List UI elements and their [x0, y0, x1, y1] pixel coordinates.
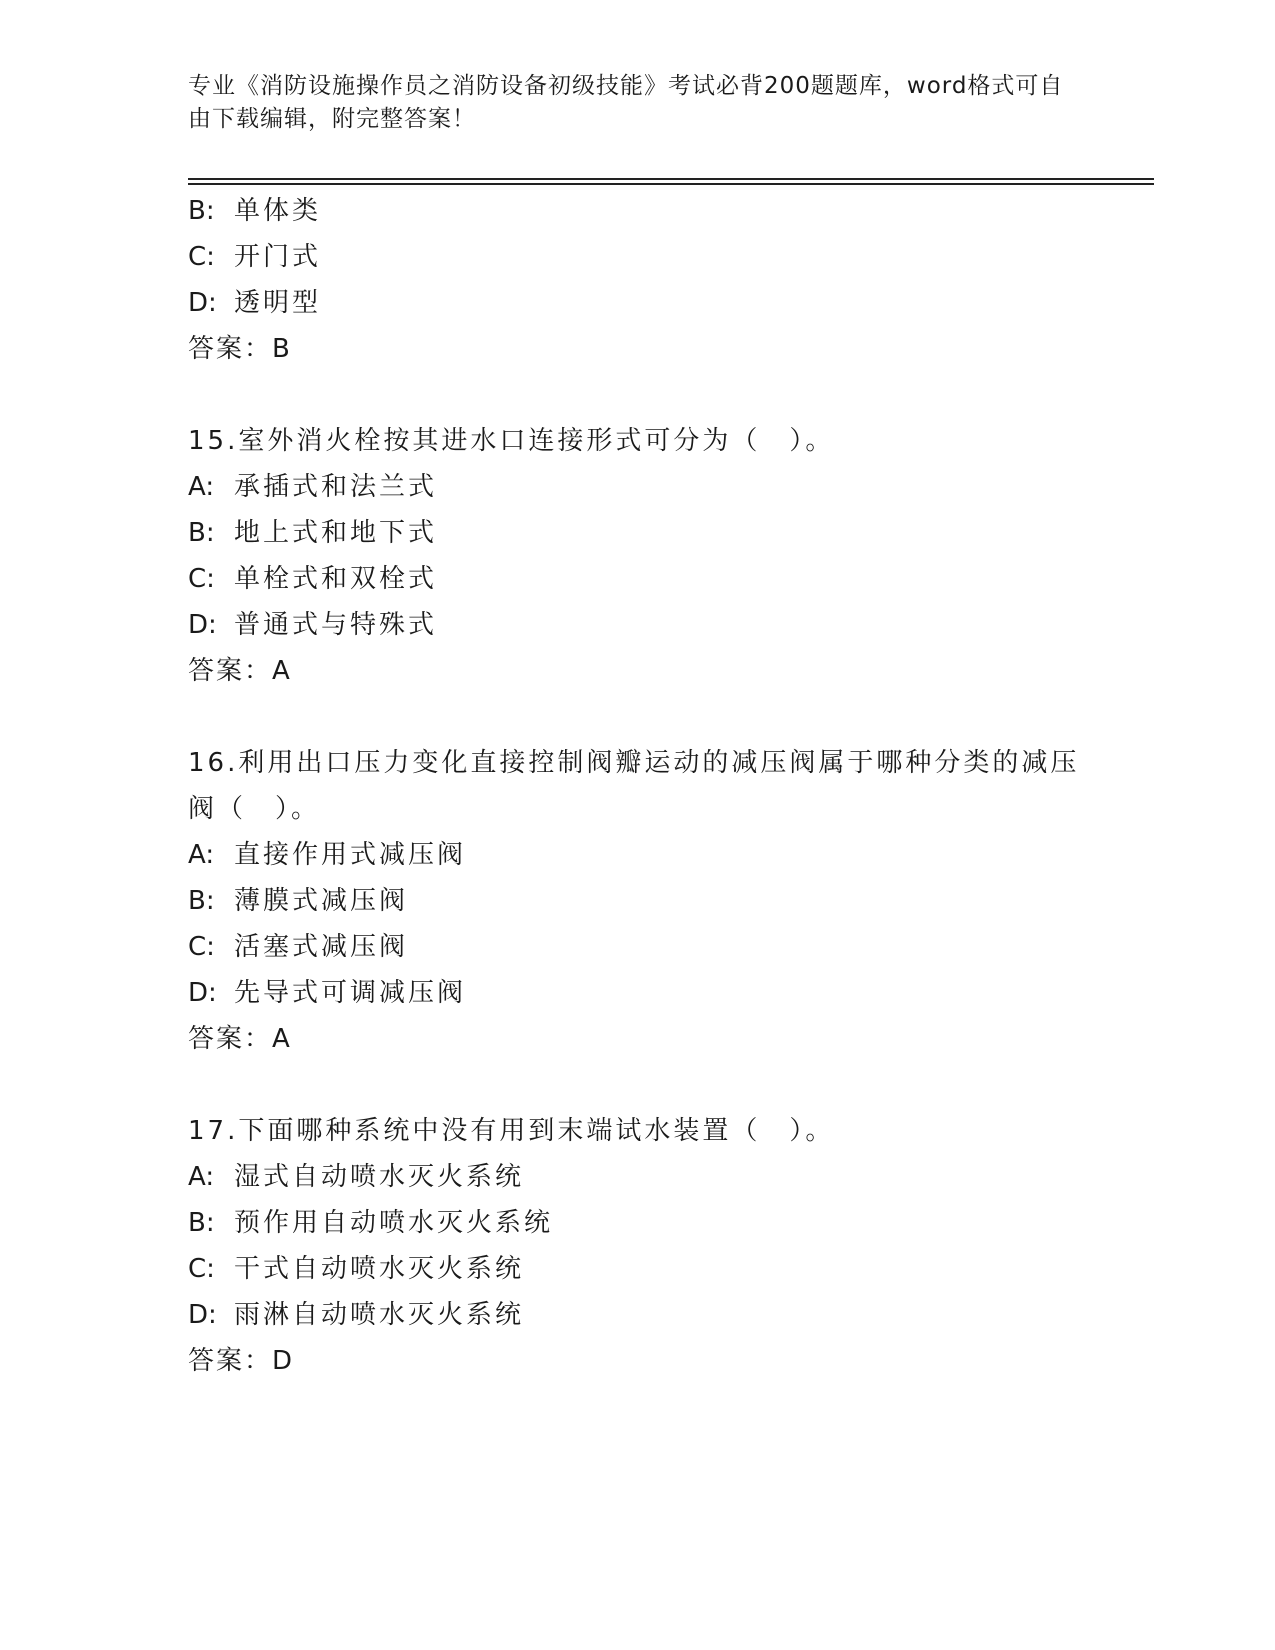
option-letter: C:	[188, 932, 215, 962]
question-15	[188, 418, 1088, 694]
option-b	[188, 878, 1088, 924]
document-header	[188, 70, 1068, 136]
option-a	[188, 464, 1088, 510]
option-b	[188, 1200, 1088, 1246]
header-rule-top	[188, 178, 1154, 180]
spacer	[188, 1062, 1088, 1108]
option-letter: A:	[188, 1162, 215, 1192]
question-stem: 17.下面哪种系统中没有用到末端试水装置（ ）。	[188, 1116, 835, 1146]
header-rule-bottom	[188, 183, 1154, 185]
option-letter: A:	[188, 472, 215, 502]
answer-line: 答案：D	[188, 1346, 295, 1376]
option-b	[188, 510, 1088, 556]
option-a	[188, 832, 1088, 878]
option-letter: C:	[188, 564, 215, 594]
option-d	[188, 280, 1088, 326]
option-text: 薄膜式减压阀	[234, 886, 409, 916]
option-text: 雨淋自动喷水灭火系统	[234, 1300, 525, 1330]
option-letter: B:	[188, 886, 215, 916]
option-text: 预作用自动喷水灭火系统	[234, 1208, 554, 1238]
option-letter: D:	[188, 1300, 217, 1330]
option-b	[188, 188, 1088, 234]
question-partial	[188, 188, 1088, 372]
option-c	[188, 924, 1088, 970]
option-c	[188, 234, 1088, 280]
option-letter: C:	[188, 242, 215, 272]
option-c	[188, 556, 1088, 602]
option-text: 透明型	[234, 288, 322, 318]
option-letter: D:	[188, 288, 217, 318]
option-text: 开门式	[234, 242, 322, 272]
option-letter: C:	[188, 1254, 215, 1284]
header-title: 专业《消防设施操作员之消防设备初级技能》考试必背200题题库，word格式可自由下载编辑，附完整答案！	[188, 73, 1064, 132]
question-stem: 16.利用出口压力变化直接控制阀瓣运动的减压阀属于哪种分类的减压阀（ ）。	[188, 748, 1080, 824]
option-text: 地上式和地下式	[234, 518, 438, 548]
option-letter: D:	[188, 610, 217, 640]
option-text: 先导式可调减压阀	[234, 978, 467, 1008]
spacer	[188, 694, 1088, 740]
option-c	[188, 1246, 1088, 1292]
answer-line: 答案：A	[188, 1024, 292, 1054]
answer-line: 答案：A	[188, 656, 292, 686]
option-text: 直接作用式减压阀	[234, 840, 467, 870]
option-letter: A:	[188, 840, 215, 870]
question-stem: 15.室外消火栓按其进水口连接形式可分为（ ）。	[188, 426, 835, 456]
option-a	[188, 1154, 1088, 1200]
option-d	[188, 1292, 1088, 1338]
option-letter: B:	[188, 196, 215, 226]
spacer	[188, 372, 1088, 418]
option-text: 普通式与特殊式	[234, 610, 438, 640]
option-letter: B:	[188, 1208, 215, 1238]
question-17	[188, 1108, 1088, 1384]
option-d	[188, 970, 1088, 1016]
option-letter: B:	[188, 518, 215, 548]
option-letter: D:	[188, 978, 217, 1008]
option-text: 承插式和法兰式	[234, 472, 438, 502]
option-text: 干式自动喷水灭火系统	[234, 1254, 525, 1284]
option-text: 单体类	[234, 196, 322, 226]
option-text: 活塞式减压阀	[234, 932, 409, 962]
question-16	[188, 740, 1088, 1062]
answer-line: 答案：B	[188, 334, 292, 364]
option-d	[188, 602, 1088, 648]
question-list	[188, 188, 1088, 1384]
option-text: 单栓式和双栓式	[234, 564, 438, 594]
option-text: 湿式自动喷水灭火系统	[234, 1162, 525, 1192]
